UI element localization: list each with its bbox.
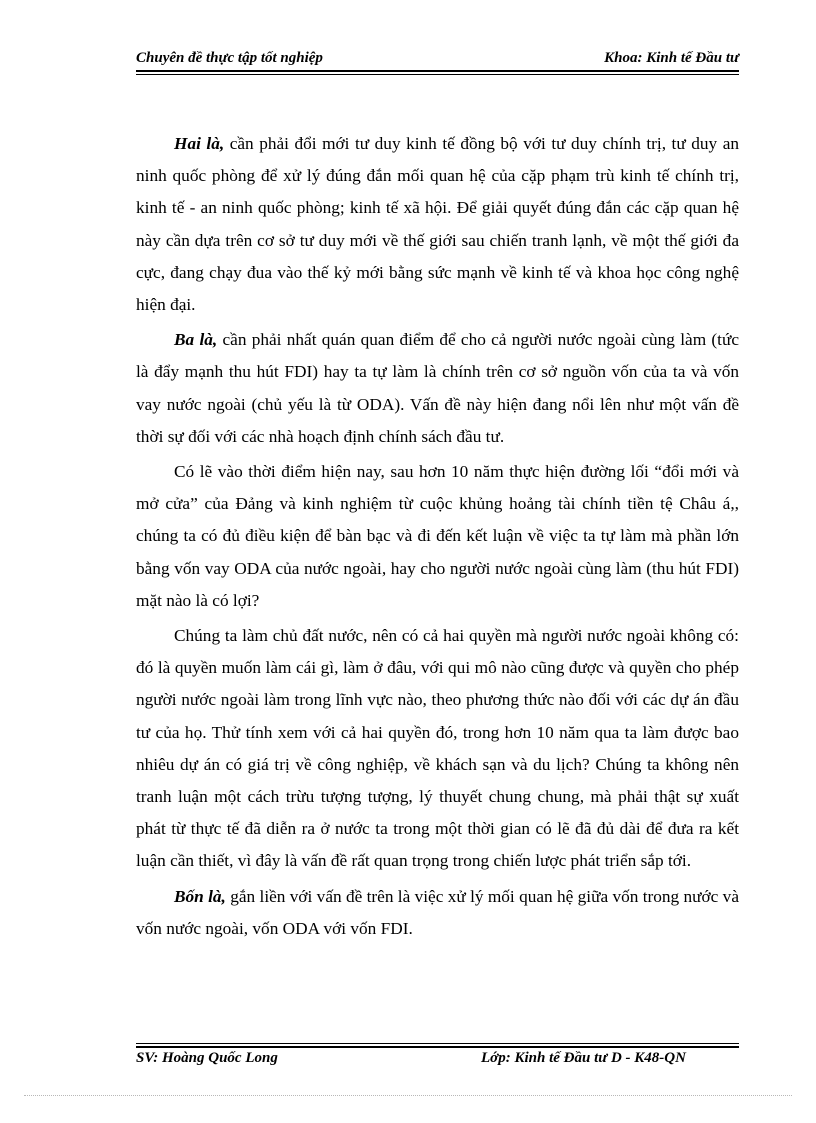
paragraph-co-le bbox=[136, 456, 739, 617]
footer-class: Lớp: Kinh tế Đầu tư D - K48-QN bbox=[481, 1050, 686, 1066]
paragraph-text: Có lẽ vào thời điểm hiện nay, sau hơn 10 năm thực hiện đường lối “đổi mới và mở cửa” của Đảng và kinh nghiệm từ cuộc khủng hoảng tài chính tiền tệ Châu á,, chúng ta có đủ điều kiện để bàn bạc và đi đến kết luận về việc ta tự làm mà phần lớn bằng vốn vay ODA của nước ngoài, hay cho người nước ngoài cùng làm (thu hút FDI) mặt nào là có lợi? bbox=[136, 462, 739, 610]
page-footer bbox=[136, 1050, 739, 1072]
paragraph-text: cần phải đổi mới tư duy kinh tế đồng bộ với tư duy chính trị, tư duy an ninh quốc phòng để xử lý đúng đắn mối quan hệ của cặp phạm trù kinh tế chính trị, kinh tế - an ninh quốc phòng; kinh tế xã hội. Để giải quyết đúng đắn các cặp quan hệ này cần dựa trên cơ sở tư duy mới về thế giới sau chiến tranh lạnh, về một thế giới đa cực, đang chạy đua vào thế kỷ mới bằng sức mạnh về kinh tế và khoa học công nghệ hiện đại. bbox=[136, 134, 740, 315]
paragraph-chung-ta bbox=[136, 620, 739, 878]
paragraph-bon-la bbox=[136, 881, 739, 945]
paragraph-lead: Ba là, bbox=[174, 330, 218, 350]
footer-rule-thin bbox=[136, 1043, 739, 1044]
header-thesis-title: Chuyên đề thực tập tốt nghiệp bbox=[136, 50, 323, 66]
header-rule-thin bbox=[136, 74, 739, 75]
header-faculty: Khoa: Kinh tế Đầu tư bbox=[604, 50, 739, 66]
paragraph-ba-la bbox=[136, 324, 739, 453]
paragraph-text: cần phải nhất quán quan điểm để cho cả người nước ngoài cùng làm (tức là đẩy mạnh thu hút FDI) hay ta tự làm là chính trên cơ sở nguồn vốn của ta và vốn vay nước ngoài (chủ yếu là từ ODA). Vấn đề này hiện đang nổi lên như một vấn đề thời sự đối với các nhà hoạch định chính sách đầu tư. bbox=[136, 330, 739, 446]
page-break-line bbox=[24, 1095, 792, 1096]
page-header bbox=[136, 48, 739, 70]
paragraph-text: gắn liền với vấn đề trên là việc xử lý mối quan hệ giữa vốn trong nước và vốn nước ngoài, vốn ODA với vốn FDI. bbox=[136, 886, 739, 938]
paragraph-lead: Hai là, bbox=[174, 134, 225, 153]
footer-rule bbox=[136, 1046, 739, 1048]
header-rule bbox=[136, 70, 739, 72]
paragraph-lead: Bốn là, bbox=[174, 886, 226, 906]
footer-student: SV: Hoàng Quốc Long bbox=[136, 1050, 278, 1066]
paragraph-hai-la bbox=[136, 128, 739, 321]
paragraph-text: Chúng ta làm chủ đất nước, nên có cả hai quyền mà người nước ngoài không có: đó là quyền muốn làm cái gì, làm ở đâu, với qui mô nào cũng được và quyền cho phép người nước ngoài làm trong lĩnh vực nào, theo phương thức nào đối với các dự án đầu tư của họ. Thử tính xem với cả hai quyền đó, trong hơn 10 năm qua ta làm được bao nhiêu dự án có giá trị về công nghiệp, về khách sạn và du lịch? Chúng ta không nên tranh luận một cách trừu tượng tượng, lý thuyết chung chung, mà phải thật sự xuất phát từ thực tế đã diễn ra ở nước ta trong một thời gian có lẽ đã đủ dài để đưa ra kết luận cần thiết, vì đây là vấn đề rất quan trọng trong chiến lược phát triển sắp tới. bbox=[136, 626, 739, 871]
document-body bbox=[136, 128, 739, 948]
